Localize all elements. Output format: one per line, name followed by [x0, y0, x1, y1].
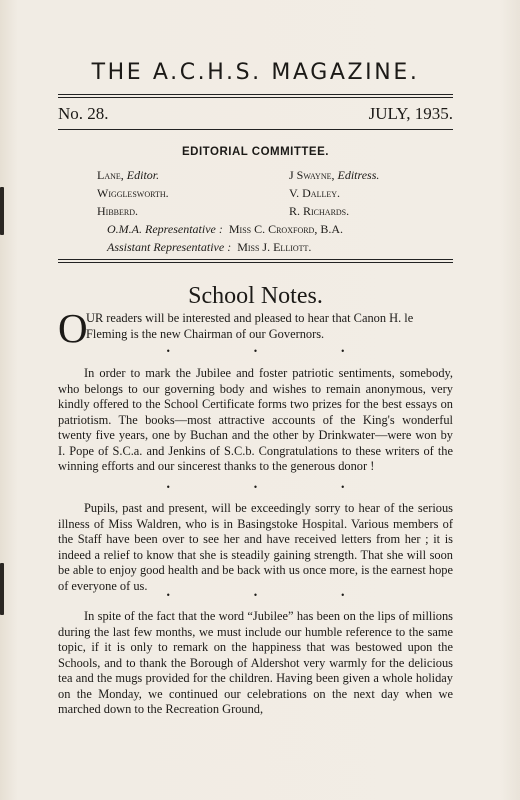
masthead: THE A.C.H.S. MAGAZINE.	[91, 60, 420, 85]
separator-dots: • • •	[165, 591, 386, 600]
assistant-name: Miss J. Elliott.	[237, 240, 312, 254]
committee-member: V. Dalley.	[289, 186, 340, 200]
committee-row	[97, 202, 437, 220]
committee-rule-top	[58, 259, 453, 260]
committee-member: R. Richards.	[289, 204, 350, 218]
issue-line	[58, 104, 453, 124]
committee-member: Hibberd.	[97, 204, 139, 218]
oma-name: Miss C. Croxford, B.A.	[228, 222, 343, 236]
committee-list	[97, 166, 437, 220]
paragraph-governors	[58, 305, 453, 351]
committee-member: Wigglesworth.	[97, 186, 169, 200]
paragraph-jubilee-celebrations: In spite of the fact that the word “Jubilee” has been on the lips of millions during the last few months, we must include our humble reference to the same topic, if it is only to remark on the happiness that was bestowed upon the Schools, and to thank the Borough of Aldershot very warmly for the delicious tea and the mugs provided for the children. Having been given a whole holiday on the Monday, we continued our celebrations on the next day when we marched down to the Recreation Ground,	[58, 609, 453, 716]
paragraph-text: UR readers will be interested and pleased to hear that Canon H. le Fleming is the new Chairman of our Governors.	[86, 311, 414, 341]
representatives	[107, 220, 343, 256]
issue-date: JULY, 1935.	[368, 104, 453, 123]
committee-rule-bottom	[58, 262, 453, 263]
oma-representative	[107, 220, 343, 238]
separator-dots: • • •	[165, 347, 386, 356]
committee-role: Editor.	[126, 168, 160, 182]
issue-number: No. 28.	[58, 104, 109, 123]
paragraph-jubilee-prizes: In order to mark the Jubilee and foster patriotic sentiments, somebody, who belongs to our governing body and wishes to remain anonymous, very kindly offered to the School Certificate forms two prizes for the best essays on patriotism. The books—most attractive accounts of the King's wonderful twenty five years, one by Buchan and the other by Drinkwater—were won by I. Pope of S.C.a. and Jenkins of S.C.b. Congratulations to these writers of the winning efforts and our sincerest thanks to the generous donor !	[58, 366, 453, 473]
committee-row	[97, 166, 437, 184]
assistant-label: Assistant Representative :	[107, 240, 232, 254]
masthead-rule-bottom	[58, 97, 453, 98]
committee-row	[97, 184, 437, 202]
staple-mark-bottom	[0, 563, 4, 615]
masthead-rule-top	[58, 94, 453, 95]
committee-title: EDITORIAL COMMITTEE.	[182, 146, 329, 158]
section-title: School Notes.	[188, 283, 323, 309]
staple-mark-top	[0, 187, 4, 235]
separator-dots: • • •	[165, 483, 386, 492]
oma-label: O.M.A. Representative :	[107, 222, 223, 236]
issue-rule	[58, 129, 453, 130]
assistant-representative	[107, 238, 343, 256]
committee-role: Editress.	[337, 168, 380, 182]
paragraph-miss-waldren: Pupils, past and present, will be exceedingly sorry to hear of the serious illness of Miss Waldren, who is in Basingstoke Hospital. Various members of the Staff have been over to see her and have received letters from her ; it is indeed a relief to know that she is steadily gaining strength. That she will soon be able to enjoy good health and be back with us once more, is the earnest hope of everyone of us.	[58, 501, 453, 593]
committee-member: J Swayne,	[289, 168, 335, 182]
committee-member: Lane,	[97, 168, 124, 182]
drop-cap: O	[58, 305, 88, 351]
